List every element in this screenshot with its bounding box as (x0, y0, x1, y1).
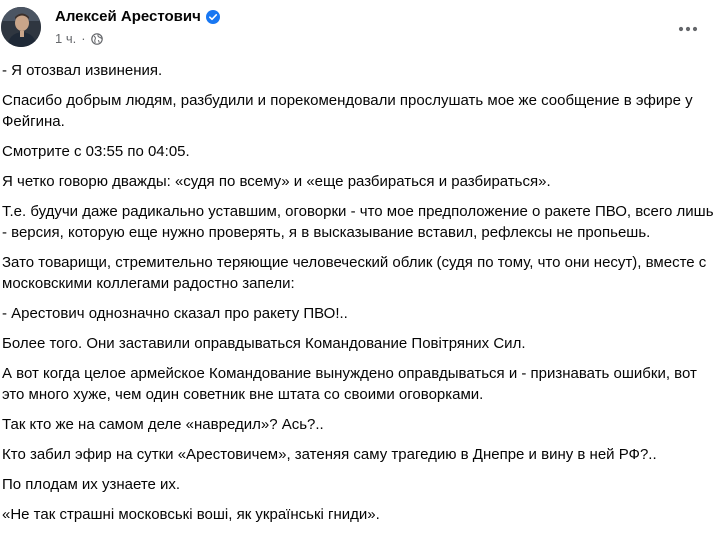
more-options-button[interactable] (670, 10, 706, 46)
author-avatar[interactable] (1, 7, 41, 47)
verified-badge-icon (206, 10, 220, 24)
post-paragraph: Кто забил эфир на сутки «Арестовичем», затеняя саму трагедию в Днепре и вину в ней РФ?.. (2, 446, 657, 463)
post-paragraph: - Арестович однозначно сказал про ракету ПВО!.. (2, 305, 348, 322)
post-paragraph: Зато товарищи, стремительно теряющие человеческий облик (судя по тому, что они несут), вместе с московскими коллегами радостно запели: (2, 254, 707, 292)
post-paragraph: Так кто же на самом деле «навредил»? Ась?.. (2, 416, 324, 433)
post-paragraph: Я четко говорю дважды: «судя по всему» и «еще разбираться и разбираться». (2, 173, 551, 190)
more-options-icon (678, 19, 698, 37)
post-paragraph: Смотрите с 03:55 по 04:05. (2, 143, 190, 160)
author-name[interactable]: Алексей Арестович (55, 8, 201, 25)
post-paragraph: По плодам их узнаете их. (2, 476, 181, 493)
globe-icon[interactable] (91, 33, 103, 45)
post-paragraph: - Я отозвал извинения. (2, 62, 163, 79)
meta-separator: · (81, 31, 86, 46)
post-paragraph: Более того. Они заставили оправдываться Командование Повітряних Сил. (2, 335, 526, 352)
post-paragraph: А вот когда целое армейское Командование вынуждено оправдываться и - признавать ошибки, вот это много хуже, чем один советник вне штата со своими оговорками. (2, 365, 697, 403)
post-header (0, 0, 720, 56)
post-timestamp[interactable]: 1 ч. (55, 31, 77, 46)
post-paragraph: «Не так страшні московські воші, як українські гниди». (2, 506, 380, 523)
post-paragraph: Спасибо добрым людям, разбудили и порекомендовали прослушать мое же сообщение в эфире у Фейгина. (2, 92, 693, 130)
post-body (2, 60, 714, 534)
post-paragraph: Т.е. будучи даже радикально уставшим, оговорки - что мое предположение о ракете ПВО, всего лишь - версия, которую еще нужно проверять, я в высказывание вставил, рефлексы не пропьешь. (2, 203, 714, 241)
